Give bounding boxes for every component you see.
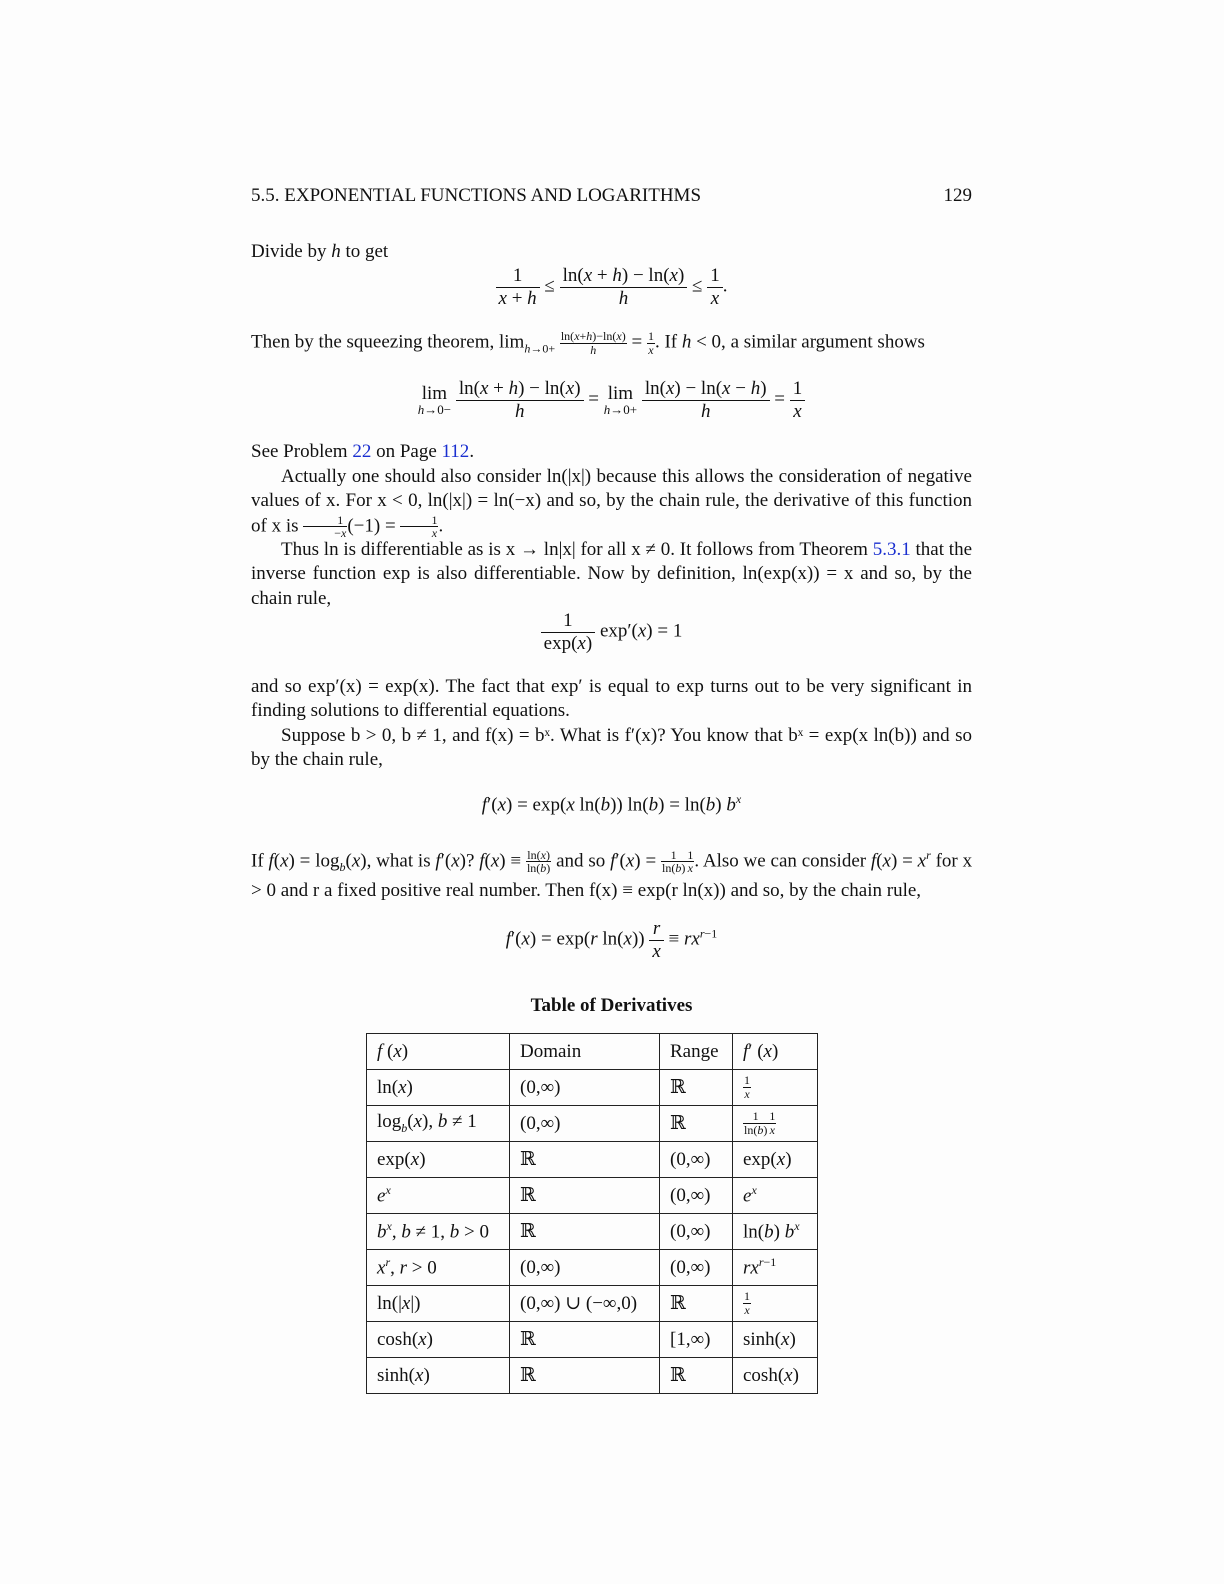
table-cell: ℝ (510, 1142, 660, 1178)
table-cell: ℝ (510, 1322, 660, 1358)
table-row (367, 1142, 818, 1178)
table-cell: $\log_b(x)$, b ≠ 1 (367, 1106, 510, 1142)
table-row (367, 1358, 818, 1394)
text: on Page (371, 441, 442, 462)
page-number: 129 (943, 185, 972, 206)
fraction: $\frac{\ln(x + h) - \ln(x)}{h}$ (560, 265, 688, 310)
fraction: $\frac{1}{x + h}$ (496, 265, 540, 310)
text: that the inverse function exp is also differentiable. Now by definition, ln(exp(x)) = x and so, by the chain rule, (251, 539, 973, 609)
math-var: h (331, 241, 341, 262)
header-cell: Range (660, 1034, 733, 1070)
paragraph-b-power (251, 724, 972, 773)
paragraph-logb: If $f(x) = \log_b(x)$, what is f′(x)? f(x) ≡ $\frac{\ln(x)}{\ln(b)}$ and so f′(x) = $\frac{1}{\ln(b)}$ $\frac{1}{x}$ . Also we can consider $f(x) = x^r$ for x > 0 and r a fixed positive real number. Then f(x) ≡ exp(r ln(x)) and so, by the chain rule, (251, 847, 973, 902)
text: See Problem (251, 441, 353, 462)
text: to get (340, 241, 389, 262)
table-row (367, 1106, 818, 1142)
table-cell: (0,∞) (510, 1070, 660, 1106)
page-link[interactable]: 112 (441, 441, 470, 462)
table-cell: cosh(x) (367, 1322, 510, 1358)
text: and so exp′(x) = exp(x). The fact that exp′ is equal to exp turns out to be very significant in finding solutions to differential equations. (251, 676, 972, 722)
table-header-row (367, 1034, 818, 1070)
paragraph-divide (251, 240, 972, 264)
table-cell: ℝ (510, 1214, 660, 1250)
table-cell: $x^r$, r > 0 (367, 1250, 510, 1286)
table-cell: $e^x$ (367, 1178, 510, 1214)
table-cell: (0,∞) ∪ (−∞,0) (510, 1286, 660, 1322)
text: Then by the squeezing theorem, lim (251, 331, 525, 353)
equation-limits: lim h→0− $\frac{\ln(x + h) - \ln(x)}{h}$ = lim h→0+ $\frac{\ln(x) - \ln(x - h)}{h}$ = $\frac{1}{x}$ (251, 378, 972, 423)
table-cell: exp(x) (367, 1142, 510, 1178)
table-row (367, 1250, 818, 1286)
table-row (367, 1214, 818, 1250)
table-cell: [1,∞) (660, 1322, 733, 1358)
text: Thus ln is differentiable as is x → ln|x| for all x ≠ 0. It follows from Theorem (281, 539, 873, 560)
fraction: $\frac{1}{x}$ (707, 265, 723, 310)
table-title: Table of Derivatives (530, 995, 693, 1016)
table-row (367, 1070, 818, 1106)
table-cell: $\frac{1}{\ln(b)}$ $\frac{1}{x}$ (733, 1106, 818, 1142)
table-cell: $\frac{1}{x}$ (733, 1070, 818, 1106)
text: Divide by (251, 241, 332, 262)
table-row (367, 1178, 818, 1214)
text: . (469, 441, 475, 462)
table-cell: (0,∞) (660, 1142, 733, 1178)
section-title: 5.5. EXPONENTIAL FUNCTIONS AND LOGARITHMS (251, 185, 702, 206)
table-cell: ℝ (660, 1106, 733, 1142)
table-cell: $\frac{1}{x}$ (733, 1286, 818, 1322)
table-cell: ℝ (510, 1178, 660, 1214)
table-cell: exp(x) (733, 1142, 818, 1178)
paragraph-abs-log: Actually one should also consider ln(|x|) because this allows the consideration of negative values of x. For x < 0, ln(|x|) = ln(−x) and so, by the chain rule, the derivative of this function of x is $\frac{1}{-x}$ (−1) = $\frac{1}{x}$ . (251, 466, 972, 541)
header-cell: f (x) (367, 1034, 510, 1070)
table-cell: ln(b) $b^x$ (733, 1214, 818, 1250)
table-cell: $e^x$ (733, 1178, 818, 1214)
derivatives-table (366, 1033, 818, 1394)
text: Actually one should also consider ln(|x|) because this allows the consideration of negative values of x. For x < 0, ln(|x|) = ln(−x) and so, by the chain rule, the derivative of this function of x is (251, 466, 972, 537)
table-cell: ℝ (660, 1070, 733, 1106)
header-cell: f′ (x) (733, 1034, 818, 1070)
text: . Also we can consider (694, 850, 867, 872)
see-problem (251, 440, 972, 464)
text: . If (654, 331, 682, 353)
table-cell: sinh(x) (367, 1358, 510, 1394)
problem-link[interactable]: 22 (352, 441, 372, 462)
header-cell: Domain (510, 1034, 660, 1070)
equation-inequality: $\frac{1}{x + h}$ ≤ $\frac{\ln(x + h) - \ln(x)}{h}$ ≤ $\frac{1}{x}$ . (251, 265, 972, 310)
equation-b-power: f′(x) = exp(x ln(b)) ln(b) = ln(b) $b^x$ (481, 792, 742, 816)
table-cell: ln(|x|) (367, 1286, 510, 1322)
table-cell: (0,∞) (660, 1178, 733, 1214)
table-cell: ℝ (510, 1358, 660, 1394)
paragraph-squeeze: Then by the squeezing theorem, $\lim_{h\to 0+}$ $\frac{\ln(x+h)-\ln(x)}{h}$ = $\frac{1}{x}$ . If h < 0, a similar argument shows (251, 329, 925, 357)
table-cell: $b^x$, b ≠ 1, b > 0 (367, 1214, 510, 1250)
table-cell: ln(x) (367, 1070, 510, 1106)
table-cell: cosh(x) (733, 1358, 818, 1394)
text: a similar argument shows (725, 331, 925, 353)
table-cell: sinh(x) (733, 1322, 818, 1358)
table-cell: ℝ (660, 1358, 733, 1394)
table-cell: ℝ (660, 1286, 733, 1322)
paragraph-differentiable (251, 538, 972, 611)
table-row (367, 1322, 818, 1358)
equation-exp-chain: $\frac{1}{\exp(x)}$ exp′(x) = 1 (251, 610, 972, 655)
theorem-link[interactable]: 5.3.1 (872, 539, 911, 560)
table-cell: (0,∞) (510, 1250, 660, 1286)
equation-power-rule: f′(x) = exp(r ln(x)) $\frac{r}{x}$ ≡ $rx^{r-1}$ (505, 918, 718, 962)
table-row (367, 1286, 818, 1322)
table-cell: (0,∞) (510, 1106, 660, 1142)
table-cell: $rx^{r-1}$ (733, 1250, 818, 1286)
paragraph-exp-derivative (251, 675, 972, 724)
text: Suppose b > 0, b ≠ 1, and f(x) = bˣ. What is f′(x)? You know that bˣ = exp(x ln(b)) and so by the chain rule, (251, 725, 972, 771)
table-cell: (0,∞) (660, 1214, 733, 1250)
running-header (251, 185, 972, 209)
table-cell: (0,∞) (660, 1250, 733, 1286)
text: for x > 0 and r a fixed positive real number. Then f(x) ≡ exp(r ln(x)) and so, by the chain rule, (251, 850, 973, 902)
